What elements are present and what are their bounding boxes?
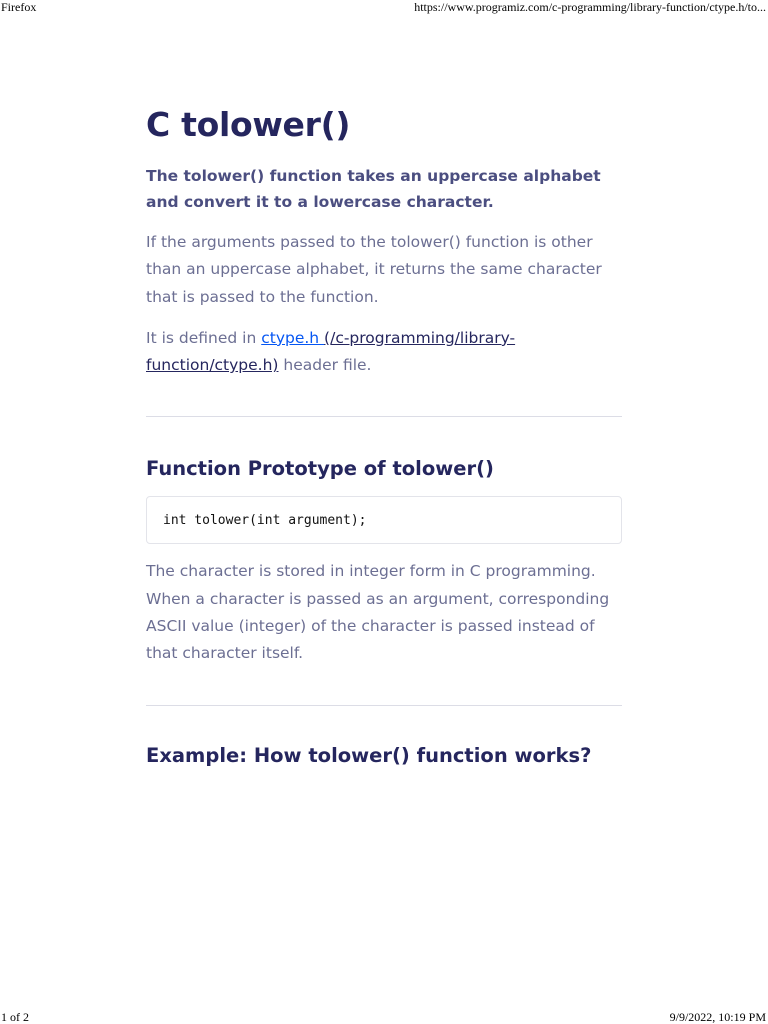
header-file-prefix: It is defined in: [146, 328, 262, 347]
page-number: 1 of 2: [1, 1010, 29, 1024]
description-paragraph: If the arguments passed to the tolower() function is other than an uppercase alphabet, it returns the same character that is passed to the function.: [146, 233, 602, 306]
page-title: C tolower(): [146, 105, 351, 144]
print-datetime: 9/9/2022, 10:19 PM: [669, 1010, 766, 1024]
code-prototype: int tolower(int argument);: [163, 512, 367, 528]
code-block: [146, 496, 622, 544]
article: [146, 100, 622, 770]
lead-paragraph: The tolower() function takes an uppercase alphabet and convert it to a lowercase character.: [146, 167, 601, 211]
section-heading-example: Example: How tolower() function works?: [146, 743, 592, 767]
ctype-h-path: (/c-programming/library-function/ctype.h): [146, 328, 516, 375]
print-footer: [0, 1008, 768, 1024]
section-divider: [146, 416, 622, 417]
explanation-paragraph: The character is stored in integer form in C programming. When a character is passed as an argument, corresponding ASCII value (integer) of the character is passed instead of that character itself.: [146, 562, 610, 663]
header-file-suffix: header file.: [278, 356, 372, 375]
browser-name: Firefox: [1, 0, 37, 14]
page-url: https://www.programiz.com/c-programming/library-function/ctype.h/to...: [414, 0, 766, 14]
header-file-paragraph: [146, 325, 622, 380]
ctype-h-link[interactable]: ctype.h: [261, 328, 325, 347]
print-header: [0, 0, 768, 16]
section-divider: [146, 705, 622, 706]
section-heading-prototype: Function Prototype of tolower(): [146, 457, 494, 481]
